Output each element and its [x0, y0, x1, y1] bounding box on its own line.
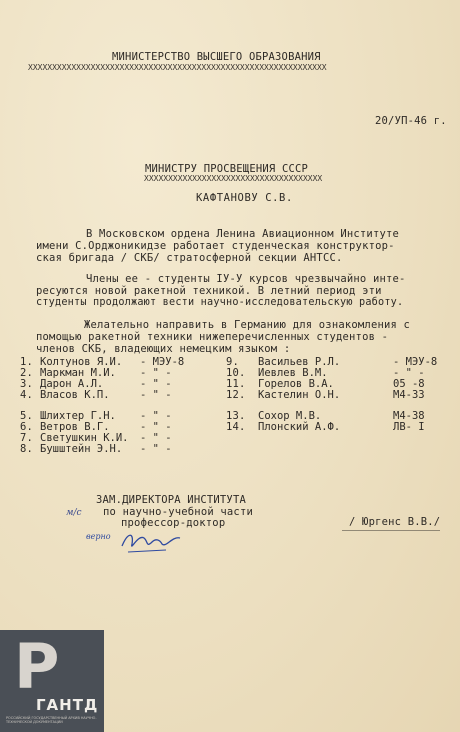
roster-student-name: Светушкин К.И.: [40, 432, 129, 444]
roster-group-code: - " -: [140, 432, 172, 444]
roster-student-name: Кастелин О.Н.: [258, 389, 341, 401]
roster-group-code: - " -: [140, 378, 172, 390]
roster-number: 9.: [226, 356, 240, 368]
paragraph-1-line-2: имени С.Орджоникидзе работает студенческая конструктор-: [36, 240, 395, 252]
roster-group-code: - " -: [393, 367, 425, 379]
roster-group-code: - " -: [140, 443, 172, 455]
roster-number: 4.: [20, 389, 34, 401]
addressee-title: МИНИСТРУ ПРОСВЕЩЕНИЯ СССР: [145, 163, 309, 175]
roster-student-name: Иевлев В.М.: [258, 367, 328, 379]
roster-student-name: Горелов В.А.: [258, 378, 334, 390]
signature-word: верно: [86, 532, 111, 541]
roster-group-code: - МЭУ-8: [393, 356, 438, 368]
roster-number: 10.: [226, 367, 246, 379]
roster-student-name: Бушштейн Э.Н.: [40, 443, 123, 455]
archive-logo-caption: РОССИЙСКИЙ ГОСУДАРСТВЕННЫЙ АРХИВ НАУЧНО-ТЕХНИЧЕСКОЙ ДОКУМЕНТАЦИИ: [6, 716, 97, 724]
paragraph-1-line-1: В Московском ордена Ленина Авиационном Институте: [86, 228, 400, 240]
roster-student-name: Ветров В.Г.: [40, 421, 110, 433]
roster-number: 1.: [20, 356, 34, 368]
roster-group-code: 05 -8: [393, 378, 425, 390]
paragraph-3-line-2: помощью ракетной техники нижеперечисленных студентов -: [36, 331, 389, 343]
paragraph-3-line-3: членов СКБ, владеющих немецким языком :: [36, 343, 291, 355]
roster-number: 14.: [226, 421, 246, 433]
signature-underline: [342, 530, 440, 531]
roster-student-name: Васильев Р.Л.: [258, 356, 341, 368]
archive-logo-word: ГАНТД: [36, 696, 99, 714]
document-date: 20/УП-46 г.: [375, 115, 447, 127]
roster-student-name: Плонский А.Ф.: [258, 421, 341, 433]
roster-number: 7.: [20, 432, 34, 444]
addressee-struck-line: ХХХХХХХХХХХХХХХХХХХХХХХХХХХХХХХХХХХХХ: [144, 174, 323, 183]
roster-student-name: Маркман М.И.: [40, 367, 116, 379]
roster-group-code: - " -: [140, 389, 172, 401]
addressee-name: КАФТАНОВУ С.В.: [196, 192, 293, 204]
paragraph-2-line-1: Члены ее - студенты IУ-У курсов чрезвычайно инте-: [86, 273, 406, 285]
paragraph-1-line-3: ская бригада / СКБ/ стратосферной секции АНТСС.: [36, 252, 343, 264]
archive-logo: [0, 630, 104, 732]
ministry-heading: МИНИСТЕРСТВО ВЫСШЕГО ОБРАЗОВАНИЯ: [112, 51, 321, 63]
struck-line: ХХХХХХХХХХХХХХХХХХХХХХХХХХХХХХХХХХХХХХХХХХХХХХХХХХХХХХХХХХХХХХ: [28, 63, 327, 72]
roster-number: 3.: [20, 378, 34, 390]
position-line-1: ЗАМ.ДИРЕКТОРА ИНСТИТУТА: [96, 494, 246, 506]
paragraph-2-line-3: студенты продолжают вести научно-исследовательскую работу.: [36, 297, 404, 308]
position-line-2: по научно-учебной части: [103, 506, 253, 518]
signature-scribble-icon: [118, 524, 188, 558]
roster-group-code: - " -: [140, 421, 172, 433]
roster-student-name: Колтунов Я.И.: [40, 356, 123, 368]
roster-number: 5.: [20, 410, 34, 422]
roster-number: 11.: [226, 378, 246, 390]
handwritten-note: м/с: [66, 508, 82, 518]
roster-group-code: М4-33: [393, 389, 425, 401]
roster-group-code: ЛВ- I: [393, 421, 425, 433]
archive-logo-mark-icon: Р: [14, 630, 60, 703]
roster-student-name: Шлихтер Г.Н.: [40, 410, 116, 422]
roster-student-name: Сохор М.В.: [258, 410, 322, 422]
roster-group-code: М4-38: [393, 410, 425, 422]
paragraph-2-line-2: ресуются новой ракетной техникой. В летний период эти: [36, 285, 382, 297]
roster-number: 12.: [226, 389, 246, 401]
position-line-3: профессор-доктор: [121, 517, 226, 529]
roster-group-code: - " -: [140, 410, 172, 422]
roster-number: 8.: [20, 443, 34, 455]
roster-number: 2.: [20, 367, 34, 379]
roster-group-code: - " -: [140, 367, 172, 379]
roster-group-code: - МЭУ-8: [140, 356, 185, 368]
paragraph-3-line-1: Желательно направить в Германию для ознакомления с: [84, 319, 411, 331]
roster-student-name: Дарон А.Л.: [40, 378, 104, 390]
roster-number: 13.: [226, 410, 246, 422]
roster-number: 6.: [20, 421, 34, 433]
signatory-name: / Юргенс В.В./: [349, 516, 441, 528]
roster-student-name: Власов К.П.: [40, 389, 110, 401]
